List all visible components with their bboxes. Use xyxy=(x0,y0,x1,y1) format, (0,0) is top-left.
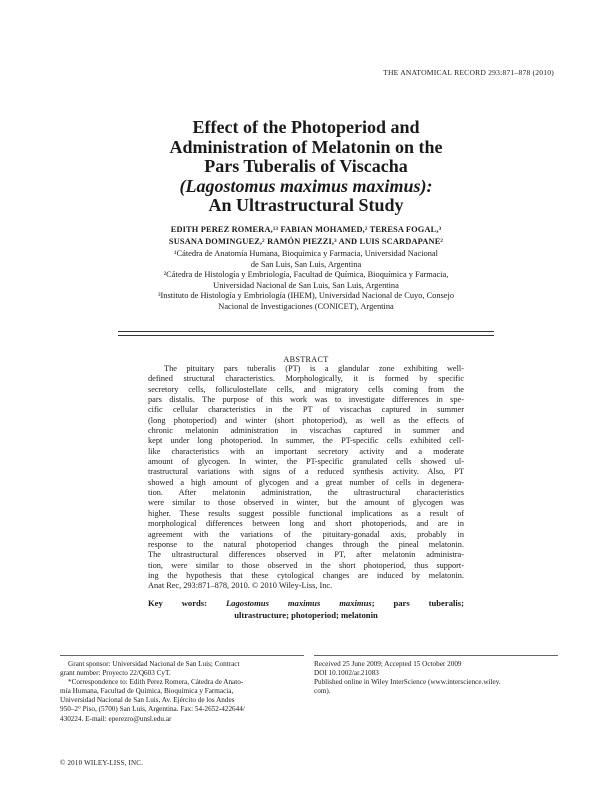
abstract-line: kept under long photoperiod. In summer, the PT-specific cells exhibited cell- xyxy=(148,436,464,446)
abstract-line: response to the natural photoperiod changes through the pineal melatonin. xyxy=(148,539,464,549)
author-line: EDITH PEREZ ROMERA,¹³ FABIAN MOHAMED,² TERESA FOGAL,³ xyxy=(170,225,442,234)
copyright-notice: © 2010 WILEY-LISS, INC. xyxy=(60,759,144,767)
abstract-line: tion. After melatonin administration, the ultrastructural characteristics xyxy=(148,488,464,498)
affiliation-line: Universidad Nacional de San Luis, San Luis, Argentina xyxy=(213,280,399,290)
abstract-line: ing the hypothesis that these cytological changes are induced by melatonin. xyxy=(148,570,464,580)
abstract-line: agreement with the variations of the pituitary-gonadal axis, probably in xyxy=(148,529,464,539)
abstract-line: cific cellular characteristics in the PT of viscachas captured in summer xyxy=(148,405,464,415)
keywords-line: ultrastructure; photoperiod; melatonin xyxy=(234,609,378,620)
title-line-species: (Lagostomus maximus maximus): xyxy=(179,175,433,196)
abstract-heading: ABSTRACT xyxy=(283,355,329,364)
abstract-body xyxy=(148,364,464,592)
keywords xyxy=(148,598,464,621)
affiliation-line: ³Instituto de Histología y Embriología (IHEM), Universidad Nacional de Cuyo, Consejo xyxy=(157,291,455,301)
keywords-rest: ; pars tuberalis; xyxy=(371,598,464,608)
footnote-rule xyxy=(314,655,558,656)
abstract-line: showed a high amount of glycogen and a great number of cells in degenera- xyxy=(148,477,464,487)
abstract-citation-line: Anat Rec, 293:871–878, 2010. © 2010 Wiley-Liss, Inc. xyxy=(148,581,333,591)
abstract-line: secretory cells, folliculostellate cells, and migratory cells coming from the xyxy=(148,384,464,394)
footnote-email-line[interactable]: 430224. E-mail: eperezro@unsl.edu.ar xyxy=(60,714,172,723)
published-online-line: com). xyxy=(314,687,331,696)
abstract-line: The pituitary pars tuberalis (PT) is a glandular zone exhibiting well- xyxy=(164,364,464,373)
journal-header: THE ANATOMICAL RECORD 293:871–878 (2010) xyxy=(383,68,554,77)
published-online-line[interactable]: Published online in Wiley InterScience (www.interscience.wiley. xyxy=(314,678,501,687)
footnote-line: grant number: Proyecto 22/Q603 CyT. xyxy=(60,669,171,678)
abstract-line: (long photoperiod) and winter (short photoperiod), as well as the effects of xyxy=(148,415,464,425)
footnote-line: 950–2° Piso, (5700) San Luis, Argentina. Fax: 54-2652-422644/ xyxy=(60,705,245,714)
abstract-line: amount of glycogen. In winter, the PT-specific granulated cells showed ul- xyxy=(148,457,464,467)
footnote-line: Grant sponsor: Universidad Nacional de San Luis; Contract xyxy=(68,660,240,668)
received-accepted-dates: Received 25 June 2009; Accepted 15 October 2009 xyxy=(314,660,462,668)
doi-line[interactable]: DOI 10.1002/ar.21083 xyxy=(314,669,379,678)
footnote-line: mía Humana, Facultad de Química, Bioquímica y Farmacia, xyxy=(60,687,234,696)
affiliations xyxy=(60,249,552,313)
abstract-line: were similar to those observed in winter, but the amount of glycogen was xyxy=(148,498,464,508)
abstract-line: tion, were similar to those observed in the short photoperiod, thus support- xyxy=(148,560,464,570)
keywords-label: Key words: xyxy=(148,598,226,608)
footnote-line: *Correspondence to: Edith Perez Romera, Cátedra de Anato- xyxy=(68,678,244,687)
abstract-line: chronic melatonin administration in viscachas captured in summer and xyxy=(148,426,464,436)
title-line: Effect of the Photoperiod and xyxy=(192,117,420,137)
abstract-line: morphological differences between long and short photoperiods, and are in xyxy=(148,519,464,529)
affiliation-line: Nacional de Investigaciones (CONICET), Argentina xyxy=(218,301,394,311)
abstract-line: trastructural variations with signs of a reduced synthesis activity. Also, PT xyxy=(148,467,464,477)
footnote-rule xyxy=(60,655,304,656)
abstract-line: higher. These results suggest possible functional implications as a result of xyxy=(148,508,464,518)
abstract-line: like characteristics with an important secretory activity and a moderate xyxy=(148,446,464,456)
abstract-line: pars distalis. The purpose of this work was to investigate differences in spe- xyxy=(148,395,464,405)
abstract-line: The ultrastructural differences observed in PT, after melatonin administra- xyxy=(148,550,464,560)
footnote-grant-correspondence xyxy=(60,660,304,724)
article-title xyxy=(60,118,552,216)
divider-rule xyxy=(118,331,494,332)
divider-rule xyxy=(118,335,494,336)
title-line: Administration of Melatonin on the xyxy=(169,136,443,157)
footnote-publication-info xyxy=(314,660,558,696)
author-list xyxy=(60,224,552,248)
abstract-line: defined structural characteristics. Morphologically, it is formed by specific xyxy=(148,374,464,384)
affiliation-line: de San Luis, San Luis, Argentina xyxy=(250,259,362,269)
keyword-species: Lagostomus maximus maximus xyxy=(225,598,372,608)
keywords-line xyxy=(148,598,464,610)
affiliation-line: ²Cátedra de Histología y Embriología, Facultad de Química, Bioquímica y Farmacia, xyxy=(163,270,449,280)
affiliation-line: ¹Cátedra de Anatomía Humana, Bioquímica y Farmacia, Universidad Nacional xyxy=(174,249,438,258)
author-line: SUSANA DOMINGUEZ,² RAMÓN PIEZZI,³ AND LUIS SCARDAPANE² xyxy=(168,237,444,246)
title-line: Pars Tuberalis of Viscacha xyxy=(204,156,408,177)
footnote-line: Universidad Nacional de San Luis, Av. Ejército de los Andes xyxy=(60,696,235,705)
title-line: An Ultrastructural Study xyxy=(208,195,404,216)
